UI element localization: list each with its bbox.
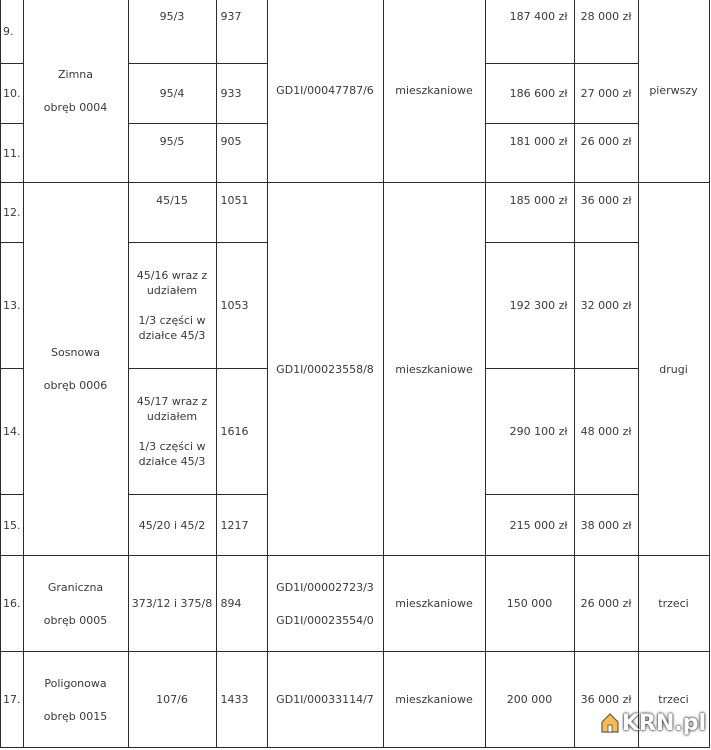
deposit-amount: 26 000 zł xyxy=(574,124,638,183)
row-number: 17. xyxy=(1,652,24,748)
parcel-area: 1217 xyxy=(216,495,267,556)
watermark-text: KRN.pl xyxy=(622,710,707,736)
parcel-number: 45/15 xyxy=(128,183,216,243)
location-cell xyxy=(23,652,128,748)
parcel-number: 373/12 i 375/8 xyxy=(128,556,216,652)
row-number: 12. xyxy=(1,183,24,243)
deposit-amount: 32 000 zł xyxy=(574,243,638,369)
table-row xyxy=(1,183,710,243)
parcel-area: 1433 xyxy=(216,652,267,748)
row-number: 10. xyxy=(1,64,24,124)
row-number: 13. xyxy=(1,243,24,369)
starting-price: 181 000 zł xyxy=(485,124,574,183)
location-cell xyxy=(23,183,128,556)
location-cell xyxy=(23,556,128,652)
row-number: 16. xyxy=(1,556,24,652)
row-number: 15. xyxy=(1,495,24,556)
starting-price: 150 000 xyxy=(485,556,574,652)
parcel-number: 95/5 xyxy=(128,124,216,183)
street-name: Poligonowa xyxy=(44,676,107,690)
deposit-amount: 36 000 zł xyxy=(574,652,638,748)
auction-round: trzeci xyxy=(638,556,709,652)
parcel-line: 1/3 części w xyxy=(138,440,206,453)
land-register-number xyxy=(267,556,383,652)
starting-price: 290 100 zł xyxy=(485,369,574,495)
parcel-area: 894 xyxy=(216,556,267,652)
street-name: Graniczna xyxy=(47,580,104,594)
parcel-line: działce 45/3 xyxy=(138,455,206,468)
starting-price: 186 600 zł xyxy=(485,64,574,124)
parcel-area: 1053 xyxy=(216,243,267,369)
precinct-name: obręb 0004 xyxy=(43,100,108,114)
deposit-amount: 26 000 zł xyxy=(574,556,638,652)
parcel-line: udziałem xyxy=(146,410,198,423)
parcel-number: 45/20 i 45/2 xyxy=(128,495,216,556)
parcel-line: 45/16 wraz z xyxy=(136,269,208,282)
parcel-line: 1/3 części w xyxy=(138,314,206,327)
precinct-name: obręb 0015 xyxy=(43,709,108,723)
parcel-line: 45/17 wraz z xyxy=(136,395,208,408)
parcel-number: 107/6 xyxy=(128,652,216,748)
parcel-number xyxy=(128,243,216,369)
parcel-area: 1616 xyxy=(216,369,267,495)
starting-price: 215 000 zł xyxy=(485,495,574,556)
land-purpose: mieszkaniowe xyxy=(383,652,485,748)
deposit-amount: 27 000 zł xyxy=(574,64,638,124)
land-register-line: GD1I/00002723/3 xyxy=(276,580,374,594)
row-number: 11. xyxy=(1,124,24,183)
auction-round: drugi xyxy=(638,183,709,556)
street-name: Zimna xyxy=(57,67,94,81)
watermark-logo xyxy=(600,706,706,740)
location-cell xyxy=(23,0,128,183)
row-number: 9. xyxy=(1,0,24,64)
parcel-line: udziałem xyxy=(146,284,198,297)
precinct-name: obręb 0006 xyxy=(43,379,108,392)
parcel-area: 937 xyxy=(216,0,267,64)
street-name: Sosnowa xyxy=(51,346,100,359)
starting-price: 185 000 zł xyxy=(485,183,574,243)
table-row xyxy=(1,556,710,652)
precinct-name: obręb 0005 xyxy=(43,613,108,627)
auction-round: pierwszy xyxy=(638,0,709,183)
land-register-number: GD1I/00033114/7 xyxy=(267,652,383,748)
land-purpose: mieszkaniowe xyxy=(383,556,485,652)
parcel-area: 905 xyxy=(216,124,267,183)
starting-price: 192 300 zł xyxy=(485,243,574,369)
deposit-amount: 48 000 zł xyxy=(574,369,638,495)
land-register-number: GD1I/00047787/6 xyxy=(267,0,383,183)
parcel-number xyxy=(128,369,216,495)
starting-price: 187 400 zł xyxy=(485,0,574,64)
deposit-amount: 28 000 zł xyxy=(574,0,638,64)
parcel-number: 95/4 xyxy=(128,64,216,124)
parcel-area: 1051 xyxy=(216,183,267,243)
starting-price: 200 000 xyxy=(485,652,574,748)
table-row xyxy=(1,0,710,64)
auction-round: trzeci xyxy=(638,652,709,748)
parcel-line: działce 45/3 xyxy=(138,329,206,342)
land-purpose: mieszkaniowe xyxy=(383,0,485,183)
parcel-number: 95/3 xyxy=(128,0,216,64)
land-register-number: GD1I/00023558/8 xyxy=(267,183,383,556)
land-purpose: mieszkaniowe xyxy=(383,183,485,556)
land-register-line: GD1I/00023554/0 xyxy=(276,613,374,627)
row-number: 14. xyxy=(1,369,24,495)
deposit-amount: 36 000 zł xyxy=(574,183,638,243)
parcel-area: 933 xyxy=(216,64,267,124)
house-icon xyxy=(600,712,620,734)
deposit-amount: 38 000 zł xyxy=(574,495,638,556)
